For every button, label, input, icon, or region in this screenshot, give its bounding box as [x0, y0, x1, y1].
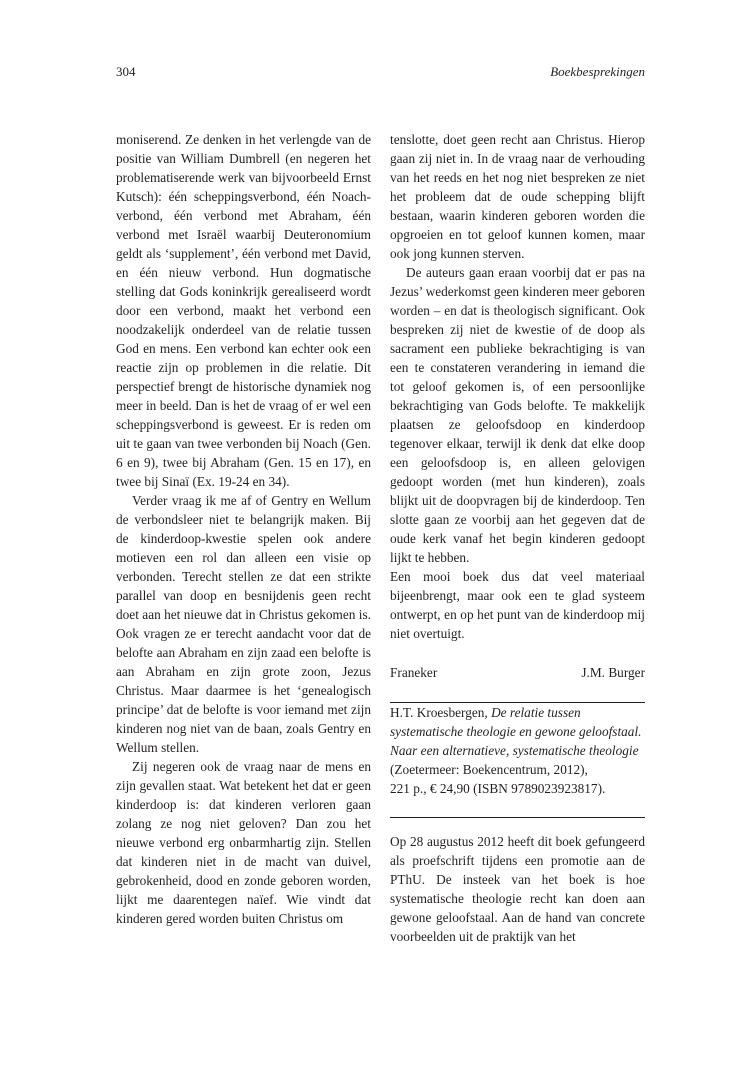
book-title: De relatie tussen systematische theologie en gewone geloofstaal. — [390, 705, 642, 739]
paragraph: De auteurs gaan eraan voorbij dat er pas na Jezus’ wederkomst geen kinderen meer geboren worden – en dat is theologisch significant. Ook bespreken zij niet de kwestie of de doop als sacrament een publieke bekrachtiging is van een te constateren verandering in iemand die tot geloof gekomen is, of een persoonlijke bekrachtiging van Gods belofte. Te makkelijk plaatsen ze geloofsdoop en kinderdoop tegenover elkaar, terwijl ik denk dat elke doop een geloofsdoop is, en alleen gelovigen gedoopt worden (met hun kinderen), zoals blijkt uit de doopvragen bij de kinderdoop. Ten slotte gaan ze voorbij aan het gegeven dat de oude kerk vanaf het begin kinderen gedoopt lijkt te hebben. — [390, 265, 645, 565]
paragraph: Op 28 augustus 2012 heeft dit boek gefungeerd als proefschrift tijdens een promotie aan de PThU. De insteek van het boek is hoe systematische theologie recht kan doen aan gewone geloofstaal. Aan de hand van concrete voorbeelden uit de praktijk van het — [390, 834, 645, 944]
paragraph: Een mooi boek dus dat veel materiaal bijeenbrengt, maar ook een te glad systeem ontwerpt, en op het punt van de kinderdoop mij niet overtuigt. — [390, 569, 645, 641]
signoff-place: Franeker — [390, 665, 438, 680]
page-number: 304 — [116, 64, 136, 79]
book-publisher: (Zoetermeer: Boekencentrum, 2012), — [390, 762, 588, 777]
book-reference — [390, 703, 645, 798]
signoff-author: J.M. Burger — [581, 665, 645, 680]
paragraph: Zij negeren ook de vraag naar de mens en zijn gevallen staat. Wat betekent het dat er geen kinderdoop is: dat kinderen verloren gaan zolang ze nog niet geloven? Dan zou het nieuwe verbond erg onbarmhartig zijn. Stellen dat kinderen niet in de macht van duivel, gebrokenheid, dood en zonde geboren worden, lijkt me daarentegen naïef. Wie vindt dat kinderen gered worden buiten Christus om — [116, 759, 371, 926]
divider-rule — [390, 817, 645, 818]
review-signoff — [390, 663, 645, 683]
right-column — [390, 130, 645, 946]
paragraph: tenslotte, doet geen recht aan Christus. Hierop gaan zij niet in. In de vraag naar de verhouding van het reeds en het nog niet bespreken ze niet het probleem dat de oude schepping blijft bestaan, waarin kinderen geboren worden die opgroeien en tot geloof kunnen komen, maar ook jong kunnen sterven. — [390, 132, 645, 261]
book-subtitle: Naar een alternatieve, systematische theologie — [390, 743, 639, 758]
paragraph: Verder vraag ik me af of Gentry en Wellum de verbondsleer niet te belangrijk maken. Bij de kinderdoop-kwestie spelen ook andere motieven een rol dan alleen een visie op verbonden. Terecht stellen ze dat een strikte parallel van doop en besnijdenis geen recht doet aan het nieuwe dat in Christus gekomen is. Ook vragen ze er terecht aandacht voor dat de belofte aan Abraham en zijn zaad een belofte is aan Abraham en zijn grote zoon, Jezus Christus. Maar daarmee is het ‘genealogisch principe’ dat de belofte is voor iemand met zijn kinderen nog niet van de baan, zoals Gentry en Wellum stellen. — [116, 493, 371, 755]
section-title: Boekbesprekingen — [550, 64, 645, 79]
running-header — [116, 64, 645, 84]
book-author: H.T. Kroesbergen, — [390, 705, 492, 720]
left-column — [116, 130, 371, 928]
paragraph: moniserend. Ze denken in het verlengde van de positie van William Dumbrell (en negeren het problematiserende werk van bijvoorbeeld Ernst Kutsch): één scheppingsverbond, één Noach-verbond, één verbond met Abraham, één verbond met Israël waarbij Deuteronomium geldt als ‘supplement’, één verbond met David, en één nieuw verbond. Hun dogmatische stelling dat Gods koninkrijk gerealiseerd wordt door een verbond, maakt het verbond een noodzakelijk onderdeel van de relatie tussen God en mens. Een verbond kan echter ook een reactie zijn op problemen in die relatie. Dit perspectief brengt de historische dynamiek nog meer in beeld. Dan is het de vraag of er wel een scheppingsverbond is geweest. Er is reden om uit te gaan van twee verbonden bij Noach (Gen. 6 en 9), twee bij Abraham (Gen. 15 en 17), en twee bij Sinaï (Ex. 19-24 en 34). — [116, 132, 371, 489]
book-details: 221 p., € 24,90 (ISBN 9789023923817). — [390, 781, 606, 796]
